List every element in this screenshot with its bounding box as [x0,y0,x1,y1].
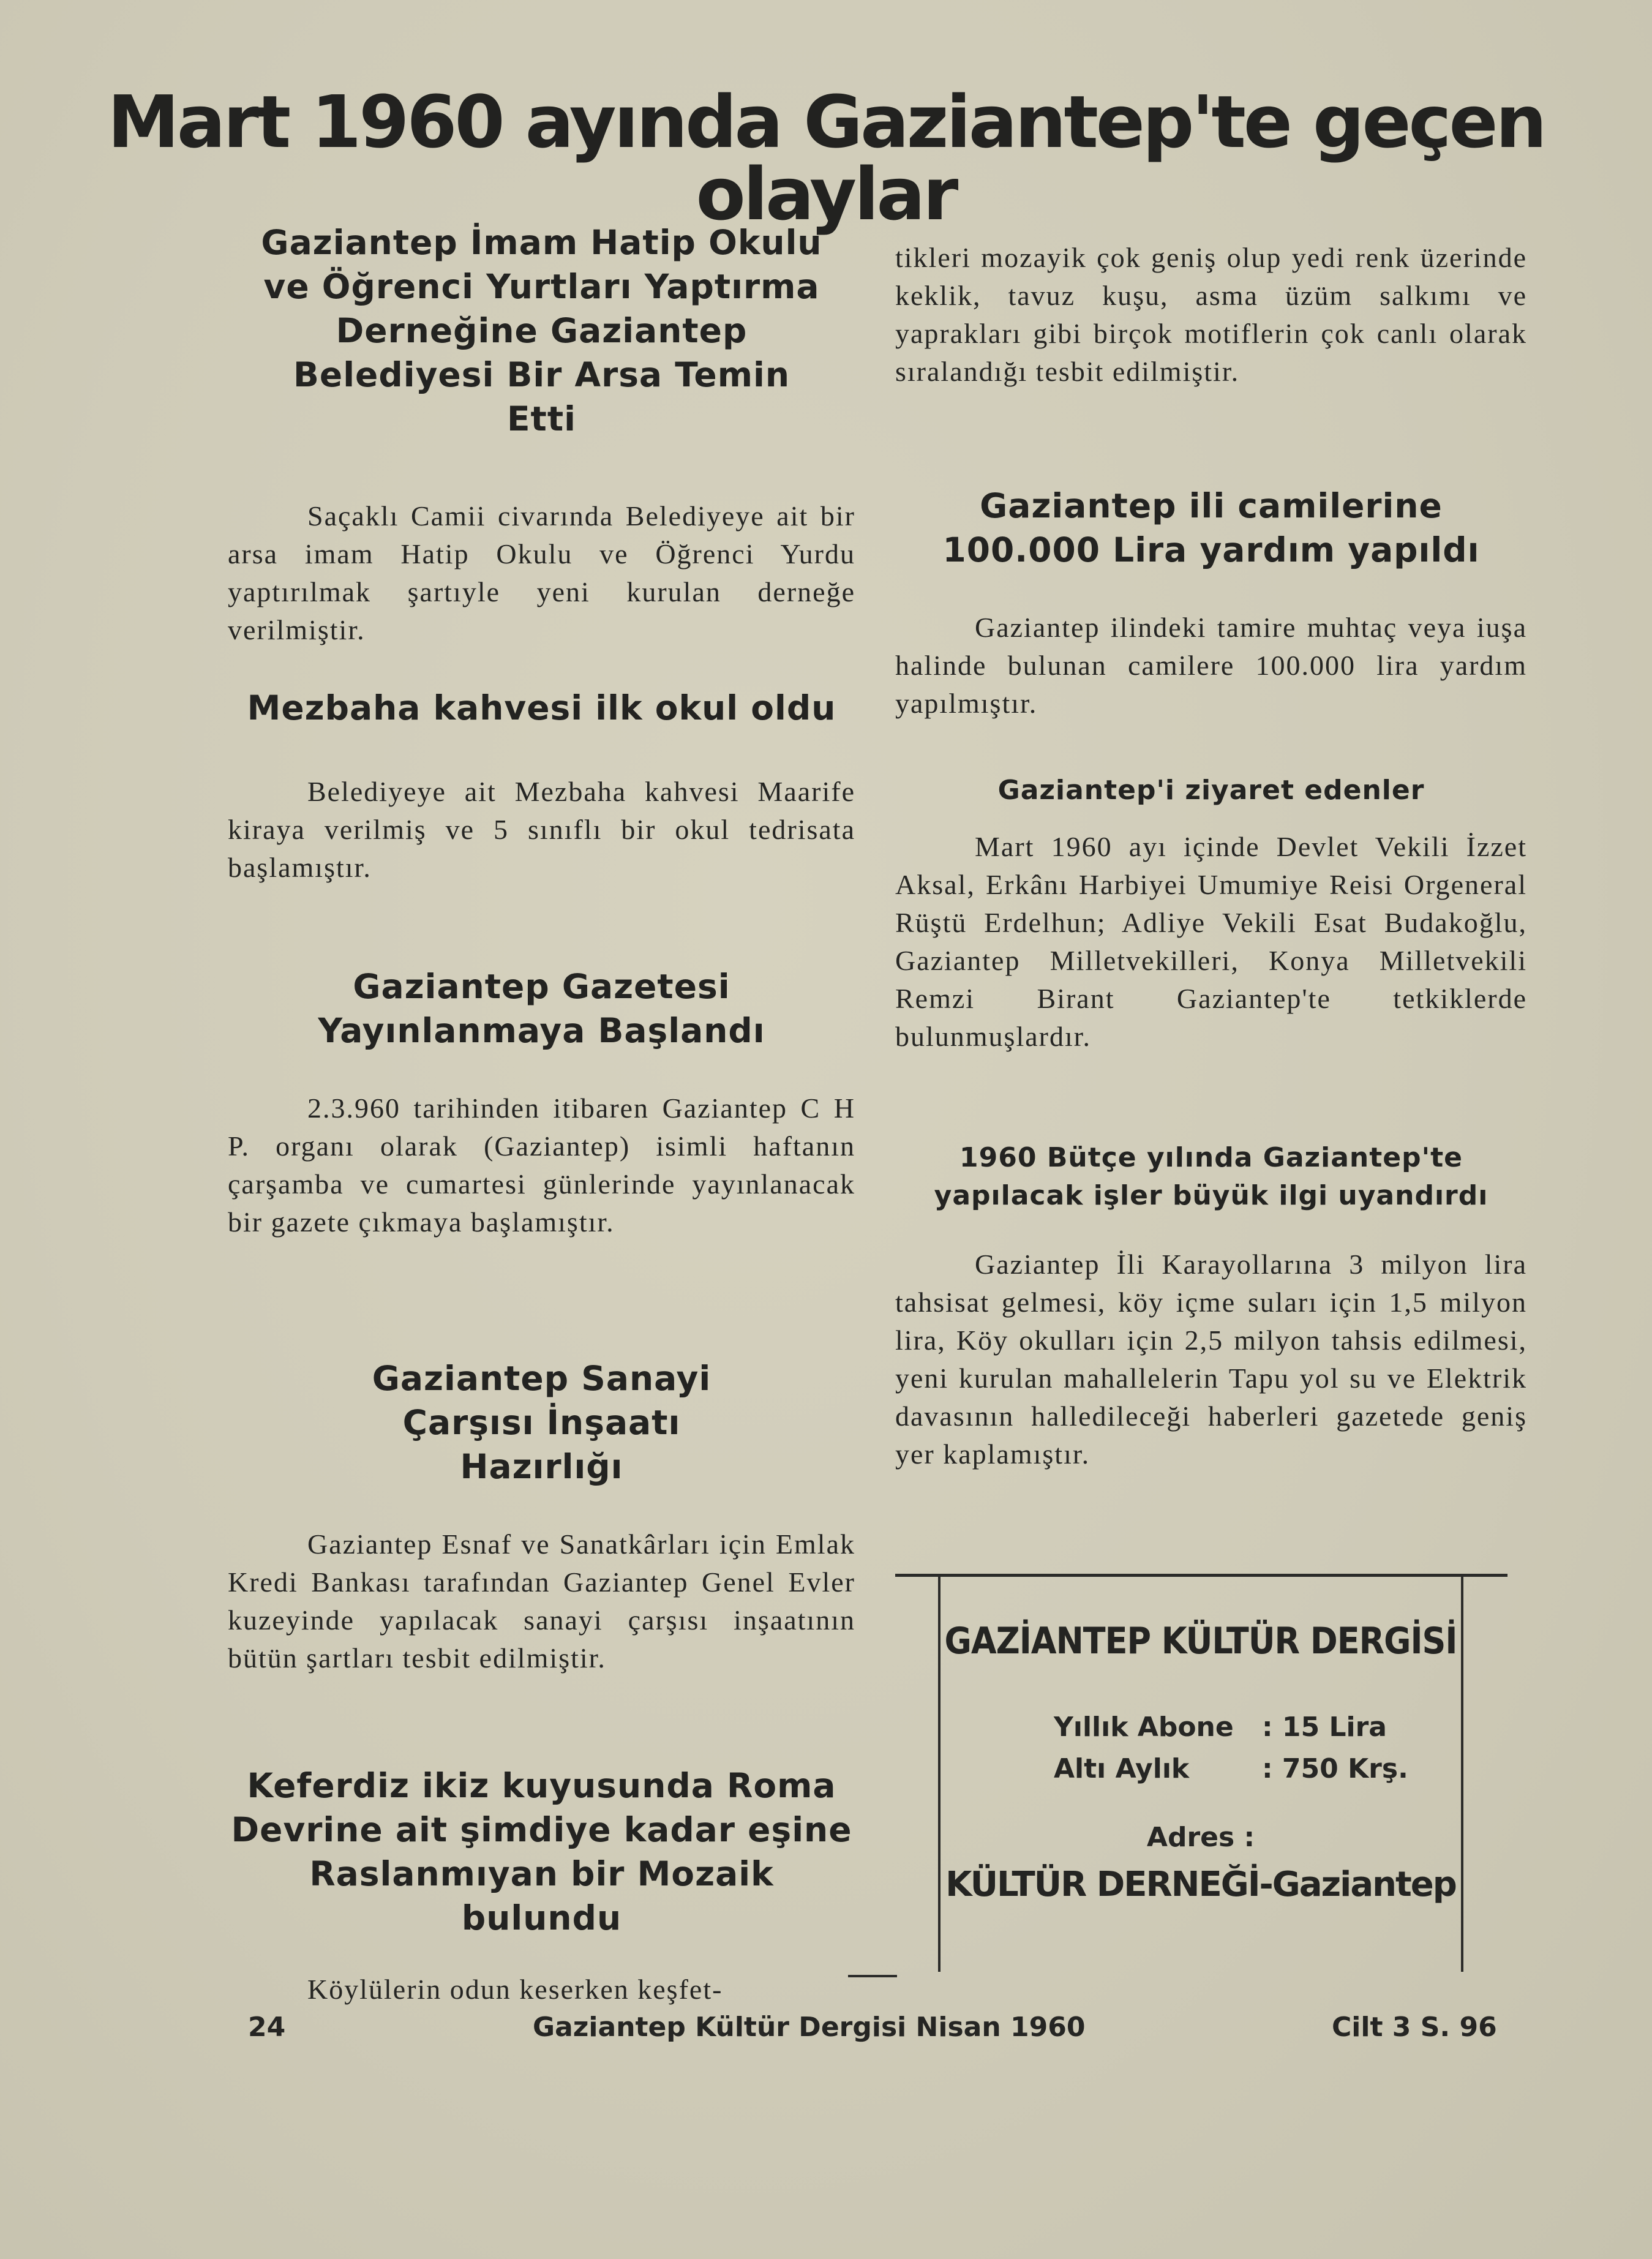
article-heading: Gaziantep ili camilerine 100.000 Lira yardım yapıldı [942,486,1480,569]
address-label: Adres : [1146,1822,1255,1853]
article-body: Gaziantep Esnaf ve Sanatkârları için Emlak Kredi Bankası tarafından Gaziantep Genel Evler kuzeyinde yapılacak sanayi çarşısı inşaatının bütün şartları tesbit edilmiştir. [228,1528,855,1674]
article-heading: Gaziantep'i ziyaret edenler [997,775,1425,806]
article-sanayi [228,1356,855,1677]
subscription-box [895,1574,1507,1975]
subscription-six-month-row [1054,1753,1408,1784]
page-number: 24 [248,2012,286,2043]
column-end-rule [848,1975,897,1977]
article-heading: Keferdiz ikiz kuyusunda Roma Devrine ait şimdiye kadar eşine Raslanmıyan bir Mozaik bulundu [231,1766,852,1938]
article-butce [895,1139,1527,1473]
six-month-price: : 750 Krş. [1262,1753,1408,1784]
subscription-frame [938,1577,1463,1972]
article-mozaik [228,1764,855,2009]
article-body: Köylülerin odun keserken keşfet- [307,1974,723,2005]
subscription-yearly-row [1054,1712,1387,1743]
article-ziyaret [895,772,1527,1056]
publication-name: Gaziantep Kültür Dergisi Nisan 1960 [533,2012,1086,2043]
article-mezbaha [228,686,855,887]
page-title: Mart 1960 ayında Gaziantep'te geçen olaylar [107,80,1545,236]
volume-issue: Cilt 3 S. 96 [1332,2012,1497,2043]
article-imam-hatip [228,220,855,649]
subscription-title: GAZİANTEP KÜLTÜR DERGİSİ [944,1620,1457,1663]
article-body: Saçaklı Camii civarında Belediyeye ait bir arsa imam Hatip Okulu ve Öğrenci Yurdu yaptırılmak şartıyle yeni kurulan derneğe verilmiştir. [228,500,855,645]
yearly-price: : 15 Lira [1262,1712,1387,1743]
article-body: 2.3.960 tarihinden itibaren Gaziantep C H P. organı olarak (Gaziantep) isimli haftanın çarşamba ve cumartesi günlerinde yayınlanacak bir gazete çıkmaya başlamıştır. [228,1092,855,1238]
article-heading: Gaziantep İmam Hatip Okulu ve Öğrenci Yurtları Yaptırma Derneğine Gaziantep Belediyesi Bir Arsa Temin Etti [261,223,822,438]
article-body: Mart 1960 ayı içinde Devlet Vekili İzzet Aksal, Erkânı Harbiyei Umumiye Reisi Orgeneral Rüştü Erdelhun; Adliye Vekili Esat Budakoğlu, Gaziantep Milletvekilleri, Konya Milletvekili Remzi Birant Gaziantep'te tetkiklerde bulunmuşlardır. [895,831,1527,1052]
yearly-label: Yıllık Abone [1054,1712,1234,1743]
article-body: Gaziantep ilindeki tamire muhtaç veya iuşa halinde bulunan camilere 100.000 lira yardım yapılmıştır. [895,612,1527,719]
six-month-label: Altı Aylık [1054,1753,1190,1784]
address-value: KÜLTÜR DERNEĞİ-Gaziantep [945,1865,1456,1904]
article-gazete [228,964,855,1241]
article-body: tikleri mozayik çok geniş olup yedi renk üzerinde keklik, tavuz kuşu, asma üzüm salkımı ve yaprakları gibi birçok motiflerin çok canlı olarak sıralandığı tesbit edilmiştir. [895,242,1527,387]
article-heading: 1960 Bütçe yılında Gaziantep'te yapılacak işler büyük ilgi uyandırdı [934,1142,1489,1211]
article-heading: Gaziantep Gazetesi Yayınlanmaya Başlandı [318,967,765,1050]
article-body: Gaziantep İli Karayollarına 3 milyon lira tahsisat gelmesi, köy içme suları için 1,5 milyon lira, Köy okulları için 2,5 milyon tahsis edilmesi, yeni kurulan mahallelerin Tapu yol su ve Elektrik davasının halledileceği haberleri gazetede geniş yer kaplamıştır. [895,1249,1527,1470]
article-mozaik-continued [895,239,1527,391]
article-heading: Mezbaha kahvesi ilk okul oldu [247,688,836,727]
article-body: Belediyeye ait Mezbaha kahvesi Maarife kiraya verilmiş ve 5 sınıflı bir okul tedrisata başlamıştır. [228,776,855,883]
article-heading: Gaziantep Sanayi Çarşısı İnşaatı Hazırlığı [372,1359,711,1486]
article-camiler [895,484,1527,723]
